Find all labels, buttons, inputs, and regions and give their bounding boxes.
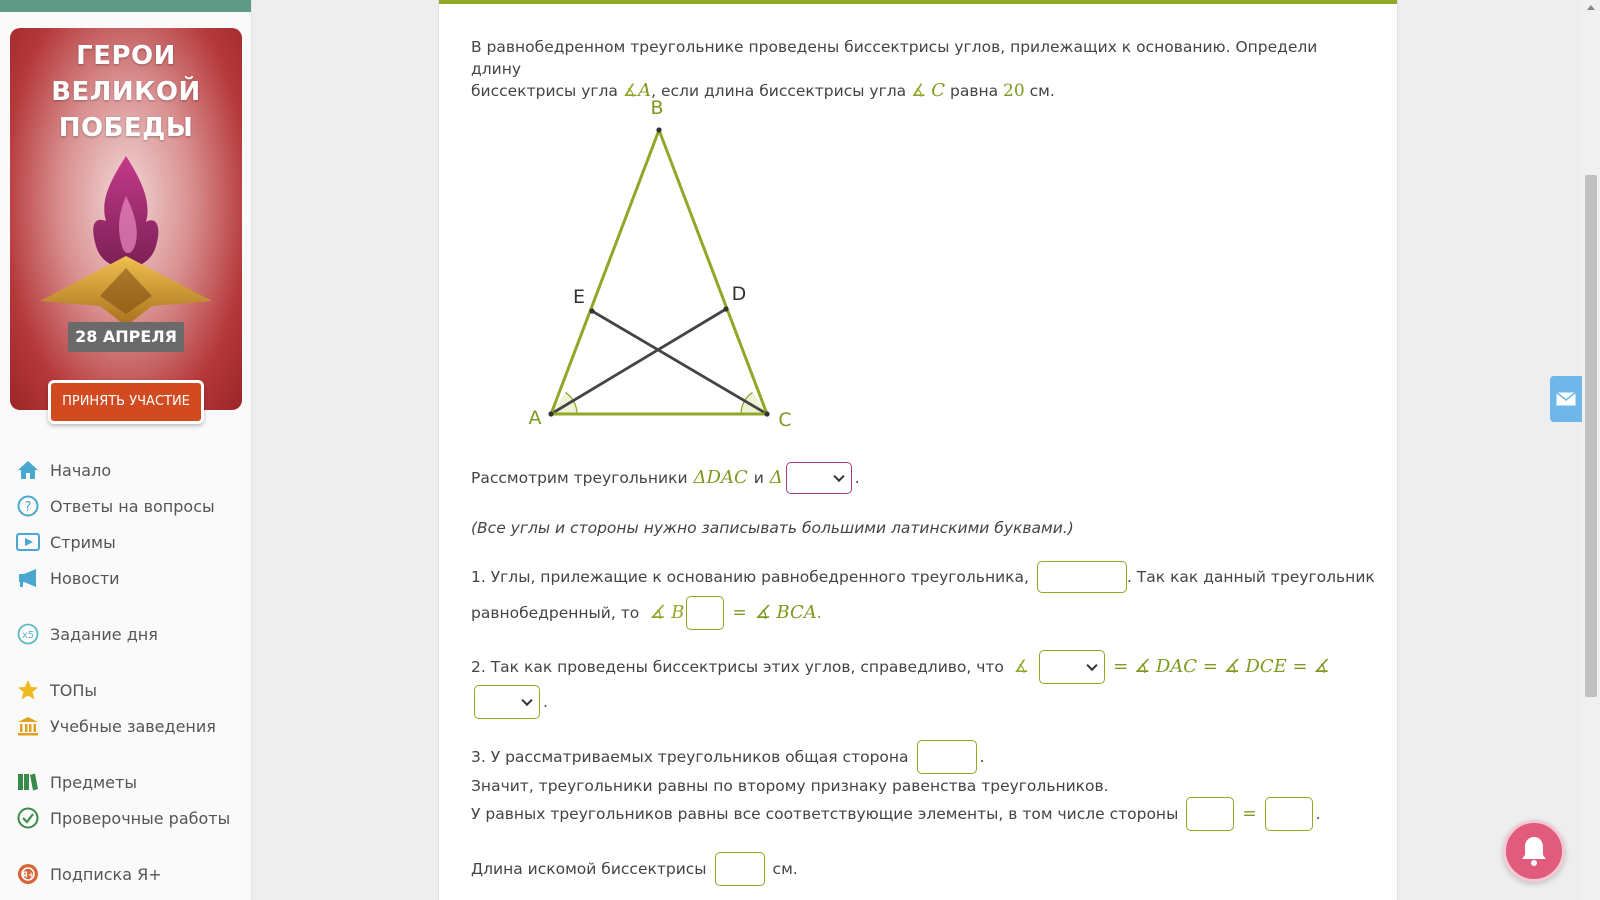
promo-date: 28 АПРЕЛЯ bbox=[68, 322, 184, 352]
building-icon bbox=[16, 714, 40, 738]
feedback-button[interactable] bbox=[1550, 376, 1582, 422]
step-3-line-3 bbox=[471, 797, 1321, 831]
triangle-select[interactable] bbox=[786, 462, 852, 494]
sidebar-item-label: Проверочные работы bbox=[50, 808, 231, 828]
period: . bbox=[854, 469, 860, 487]
bisector-length-value: 20 bbox=[1003, 81, 1025, 101]
bisector-length-input[interactable] bbox=[715, 852, 765, 886]
chevron-down-icon bbox=[1087, 660, 1098, 671]
step-1-text: равнобедренный, то bbox=[471, 604, 640, 622]
side-input-1[interactable] bbox=[1186, 797, 1234, 831]
problem-text: биссектрисы угла bbox=[471, 82, 618, 100]
eternal-flame-icon bbox=[40, 156, 212, 336]
sidebar-item-home[interactable] bbox=[16, 452, 246, 488]
sidebar-item-daily-task[interactable] bbox=[16, 616, 246, 652]
angle-symbol: ∡ bbox=[622, 81, 639, 101]
scrollbar-thumb[interactable] bbox=[1585, 175, 1597, 697]
promo-banner[interactable] bbox=[10, 28, 242, 410]
sidebar-item-subscription[interactable] bbox=[16, 856, 246, 892]
common-side-input[interactable] bbox=[917, 740, 977, 774]
sidebar-top-bar bbox=[0, 0, 251, 12]
angle-select-1[interactable] bbox=[1039, 650, 1105, 684]
period: . bbox=[816, 604, 822, 622]
side-input-2[interactable] bbox=[1265, 797, 1313, 831]
angle-symbol: ∡ bbox=[1013, 657, 1030, 677]
vertex-label-a: A bbox=[528, 407, 542, 429]
step-1-text: . Так как данный треугольник bbox=[1126, 568, 1375, 586]
final-answer-text: Длина искомой биссектрисы bbox=[471, 860, 707, 878]
sidebar-item-label: Стримы bbox=[50, 532, 116, 552]
chevron-down-icon bbox=[833, 471, 844, 482]
step-1-line-1 bbox=[471, 561, 1375, 593]
page-scrollbar[interactable] bbox=[1582, 0, 1600, 900]
and-text: и bbox=[753, 469, 764, 487]
promo-title-line: ПОБЕДЫ bbox=[58, 113, 194, 143]
triangle-figure bbox=[475, 90, 792, 440]
sidebar-item-subjects[interactable] bbox=[16, 764, 246, 800]
play-icon bbox=[16, 530, 40, 554]
period: . bbox=[1315, 805, 1321, 823]
math-var-a: A bbox=[638, 80, 652, 101]
vertex-label-e: E bbox=[572, 286, 586, 308]
angle-b-prefix: ∡ B bbox=[649, 602, 685, 623]
step-1-line-2 bbox=[471, 596, 822, 630]
angle-symbol: ∡ bbox=[911, 81, 927, 101]
step-1-text: 1. Углы, прилежащие к основанию равнобедренного треугольника, bbox=[471, 568, 1029, 586]
participate-button[interactable]: ПРИНЯТЬ УЧАСТИЕ bbox=[48, 380, 204, 424]
period: . bbox=[979, 748, 985, 766]
task-card bbox=[438, 0, 1398, 900]
star-icon bbox=[16, 678, 40, 702]
delta-symbol: Δ bbox=[769, 467, 783, 488]
vertex-label-d: D bbox=[731, 283, 747, 305]
triangle-dac: ΔDAC bbox=[693, 467, 748, 488]
instruction-note: (Все углы и стороны нужно записывать большими латинскими буквами.) bbox=[471, 519, 1074, 537]
base-angles-input[interactable] bbox=[1037, 561, 1127, 593]
sidebar-item-tests[interactable] bbox=[16, 800, 246, 836]
check-icon bbox=[16, 806, 40, 830]
bisector-ce bbox=[592, 311, 767, 414]
svg-text:?: ? bbox=[24, 500, 32, 515]
vertex-label-c: C bbox=[778, 409, 792, 431]
notifications-button[interactable] bbox=[1503, 820, 1565, 882]
math-var-c: C bbox=[931, 80, 946, 101]
consider-line bbox=[471, 462, 860, 494]
sidebar-item-label: Подписка Я+ bbox=[50, 864, 162, 884]
sidebar-item-label: ТОПы bbox=[50, 680, 98, 700]
question-icon bbox=[16, 494, 40, 518]
sidebar-item-label: Ответы на вопросы bbox=[50, 496, 215, 516]
sidebar-item-label: Задание дня bbox=[50, 624, 158, 644]
period: . bbox=[543, 693, 548, 711]
triangle-abc bbox=[551, 130, 767, 414]
subscription-icon bbox=[16, 862, 40, 886]
megaphone-icon bbox=[16, 566, 40, 590]
sidebar-item-label: Учебные заведения bbox=[50, 716, 216, 736]
promo-title bbox=[10, 38, 242, 146]
mail-icon bbox=[1556, 392, 1576, 406]
home-icon bbox=[16, 458, 40, 482]
problem-text: , если длина биссектрисы угла bbox=[651, 82, 907, 100]
unit-text: см. bbox=[772, 860, 798, 878]
step-2-text: 2. Так как проведены биссектрисы этих углов, справедливо, что bbox=[471, 658, 1004, 676]
promo-title-line: ВЕЛИКОЙ bbox=[51, 77, 201, 107]
sidebar-item-label: Новости bbox=[50, 568, 120, 588]
sidebar-item-schools[interactable] bbox=[16, 708, 246, 744]
vertex-label-b: B bbox=[650, 97, 664, 119]
svg-text:Я+: Я+ bbox=[21, 870, 35, 880]
sidebar bbox=[0, 0, 252, 900]
bell-icon bbox=[1519, 835, 1549, 867]
svg-text:x5: x5 bbox=[21, 630, 35, 641]
angle-name-input[interactable] bbox=[686, 596, 724, 630]
sidebar-item-news[interactable] bbox=[16, 560, 246, 596]
unit-text: см. bbox=[1029, 82, 1055, 100]
angle-equality-chain: = ∡ DAC = ∡ DCE = ∡ bbox=[1113, 656, 1330, 677]
angle-bca: ∡ BCA bbox=[754, 602, 817, 623]
sidebar-item-label: Начало bbox=[50, 460, 112, 480]
sidebar-item-streams[interactable] bbox=[16, 524, 246, 560]
sidebar-nav bbox=[16, 452, 246, 892]
sidebar-item-label: Предметы bbox=[50, 772, 137, 792]
step-3-text: У равных треугольников равны все соответствующие элементы, в том числе стороны bbox=[471, 805, 1179, 823]
equals-sign: = bbox=[732, 603, 747, 623]
bisector-ad bbox=[551, 309, 726, 414]
sidebar-item-tops[interactable] bbox=[16, 672, 246, 708]
promo-title-line: ГЕРОИ bbox=[76, 41, 176, 71]
step-2-line-2 bbox=[474, 685, 548, 719]
final-answer-line bbox=[471, 852, 798, 886]
book-icon bbox=[16, 770, 40, 794]
problem-text: равна bbox=[949, 82, 999, 100]
equals-sign: = bbox=[1242, 804, 1257, 824]
angle-select-2[interactable] bbox=[474, 685, 540, 719]
x5-icon bbox=[16, 622, 40, 646]
step-2-line-1 bbox=[471, 650, 1329, 684]
sidebar-item-answers[interactable] bbox=[16, 488, 246, 524]
consider-text: Рассмотрим треугольники bbox=[471, 469, 688, 487]
step-3-text: 3. У рассматриваемых треугольников общая сторона bbox=[471, 748, 909, 766]
chevron-down-icon bbox=[521, 695, 532, 706]
scroll-up-arrow-icon[interactable] bbox=[1582, 0, 1600, 16]
step-3-line-2: Значит, треугольники равны по второму признаку равенства треугольников. bbox=[471, 777, 1109, 795]
step-3-line-1 bbox=[471, 740, 984, 774]
task-card-top-bar bbox=[439, 0, 1397, 4]
problem-line-1: В равнобедренном треугольнике проведены биссектрисы углов, прилежащих к основанию. Определи длину bbox=[471, 38, 1318, 78]
